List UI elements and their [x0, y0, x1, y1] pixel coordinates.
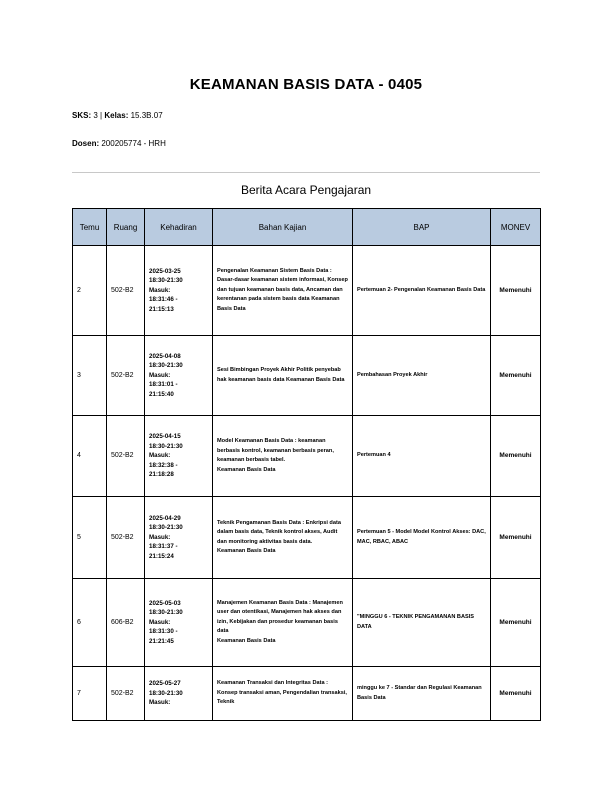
col-header-bap: BAP — [353, 209, 491, 246]
cell-monev: Memenuhi — [491, 246, 541, 336]
cell-bahan-kajian: Manajemen Keamanan Basis Data : Manajemen user dan otentikasi, Manajemen hak akses dan izin, Kebijakan dan prosedur keamanan basis data Keamanan Basis Data — [213, 579, 353, 667]
dosen-value: 200205774 - HRH — [101, 139, 166, 148]
col-header-bahan-kajian: Bahan Kajian — [213, 209, 353, 246]
cell-temu: 3 — [73, 336, 107, 416]
cell-kehadiran: 2025-04-15 18:30-21:30 Masuk: 18:32:38 - 21:18:28 — [145, 416, 213, 497]
cell-bahan-kajian: Model Keamanan Basis Data : keamanan berbasis kontrol, keamanan berbasis peran, keamanan berbasis tabel. Keamanan Basis Data — [213, 416, 353, 497]
cell-ruang: 502-B2 — [107, 667, 145, 721]
cell-kehadiran: 2025-04-29 18:30-21:30 Masuk: 18:31:37 - 21:15:24 — [145, 497, 213, 579]
cell-kehadiran: 2025-05-27 18:30-21:30 Masuk: — [145, 667, 213, 721]
cell-ruang: 502-B2 — [107, 336, 145, 416]
cell-bap: "MINGGU 6 - TEKNIK PENGAMANAN BASIS DATA — [353, 579, 491, 667]
course-meta-line — [72, 111, 163, 120]
col-header-kehadiran: Kehadiran — [145, 209, 213, 246]
table-row — [73, 579, 541, 667]
cell-ruang: 502-B2 — [107, 497, 145, 579]
kelas-value: 15.3B.07 — [130, 111, 163, 120]
table-row — [73, 497, 541, 579]
kelas-label: Kelas: — [104, 111, 129, 120]
meta-separator: | — [100, 111, 103, 120]
cell-bap: Pertemuan 5 - Model Model Kontrol Akses: DAC, MAC, RBAC, ABAC — [353, 497, 491, 579]
bap-table — [72, 208, 541, 721]
table-row — [73, 246, 541, 336]
cell-monev: Memenuhi — [491, 497, 541, 579]
cell-bap: Pertemuan 4 — [353, 416, 491, 497]
table-header-row — [73, 209, 541, 246]
document-title: KEAMANAN BASIS DATA - 0405 — [189, 76, 423, 93]
sks-label: SKS: — [72, 111, 92, 120]
cell-bap: Pembahasan Proyek Akhir — [353, 336, 491, 416]
cell-temu: 4 — [73, 416, 107, 497]
cell-kehadiran: 2025-03-25 18:30-21:30 Masuk: 18:31:46 - 21:15:13 — [145, 246, 213, 336]
cell-ruang: 606-B2 — [107, 579, 145, 667]
col-header-temu: Temu — [73, 209, 107, 246]
cell-temu: 5 — [73, 497, 107, 579]
divider — [72, 172, 540, 173]
sks-value: 3 — [93, 111, 98, 120]
table-row — [73, 416, 541, 497]
table-row — [73, 667, 541, 721]
cell-ruang: 502-B2 — [107, 416, 145, 497]
dosen-label: Dosen: — [72, 139, 100, 148]
cell-bahan-kajian: Keamanan Transaksi dan Integritas Data : Konsep transaksi aman, Pengendalian transaksi, Teknik — [213, 667, 353, 721]
cell-temu: 6 — [73, 579, 107, 667]
col-header-monev: MONEV — [491, 209, 541, 246]
cell-bahan-kajian: Teknik Pengamanan Basis Data : Enkripsi data dalam basis data, Teknik kontrol akses, Audit dan monitoring aktivitas basis data. Keamanan Basis Data — [213, 497, 353, 579]
cell-ruang: 502-B2 — [107, 246, 145, 336]
cell-temu: 7 — [73, 667, 107, 721]
table-row — [73, 336, 541, 416]
section-title: Berita Acara Pengajaran — [240, 183, 372, 197]
lecturer-meta-line — [72, 139, 166, 148]
cell-bap: Pertemuan 2- Pengenalan Keamanan Basis Data — [353, 246, 491, 336]
cell-monev: Memenuhi — [491, 667, 541, 721]
cell-bap: minggu ke 7 - Standar dan Regulasi Keamanan Basis Data — [353, 667, 491, 721]
cell-monev: Memenuhi — [491, 579, 541, 667]
cell-monev: Memenuhi — [491, 416, 541, 497]
cell-kehadiran: 2025-05-03 18:30-21:30 Masuk: 18:31:30 - 21:21:45 — [145, 579, 213, 667]
cell-kehadiran: 2025-04-08 18:30-21:30 Masuk: 18:31:01 - 21:15:40 — [145, 336, 213, 416]
cell-monev: Memenuhi — [491, 336, 541, 416]
col-header-ruang: Ruang — [107, 209, 145, 246]
cell-bahan-kajian: Pengenalan Keamanan Sistem Basis Data : Dasar-dasar keamanan sistem informasi, Konsep dan tujuan keamanan basis data, Ancaman dan kerentanan pada sistem basis data Keamanan Basis Data — [213, 246, 353, 336]
cell-bahan-kajian: Sesi Bimbingan Proyek Akhir Politik penyebab hak keamanan basis data Keamanan Basis Data — [213, 336, 353, 416]
cell-temu: 2 — [73, 246, 107, 336]
